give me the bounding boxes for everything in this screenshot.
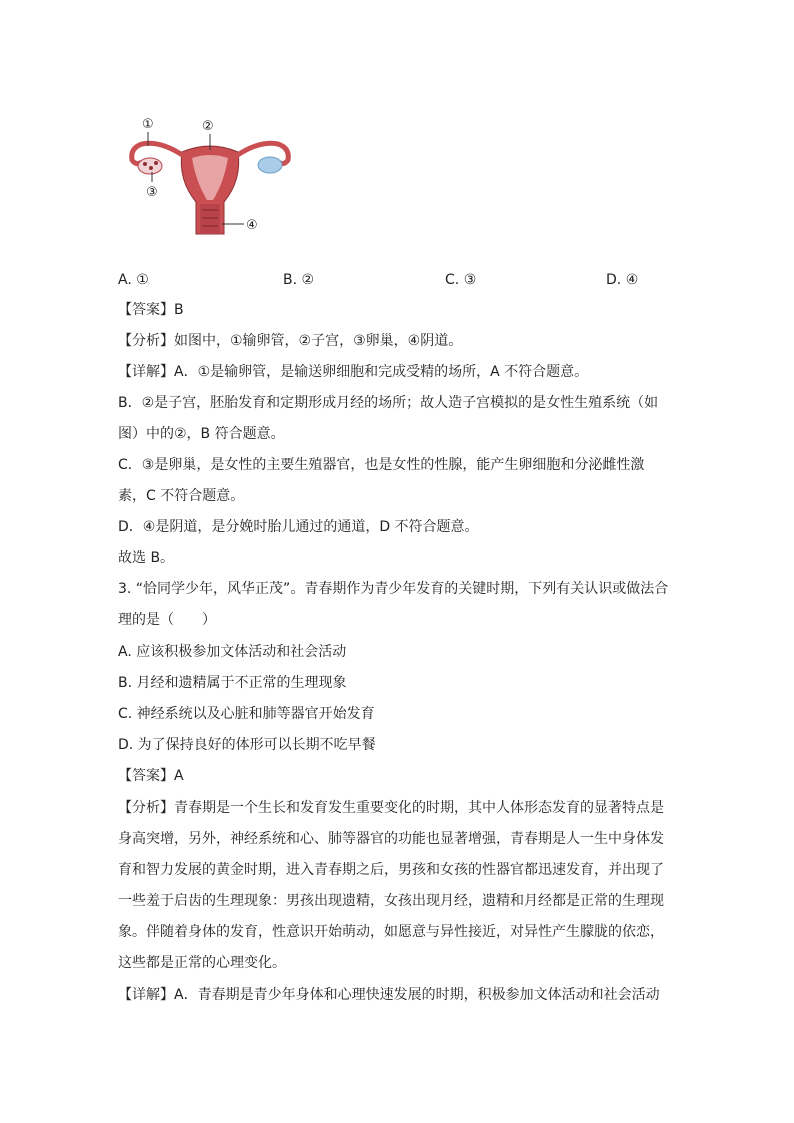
q3-option-c: C. 神经系统以及心脏和肺等器官开始发育: [118, 706, 375, 722]
option-d: D. ④: [606, 272, 639, 288]
q2-conclusion: 故选 B。: [118, 550, 175, 566]
q3-stem-line2: 理的是（ ）: [118, 612, 216, 628]
figure-label-3: ③: [146, 185, 158, 200]
option-b: B. ②: [283, 272, 315, 288]
diagram-svg: [120, 110, 300, 240]
figure-label-4: ④: [246, 218, 258, 233]
q2-detail-d: D．④是阴道，是分娩时胎儿通过的通道，D 不符合题意。: [118, 519, 479, 535]
female-reproductive-diagram: [120, 110, 300, 240]
q3-stem-line1: 3. “恰同学少年，风华正茂”。青春期作为青少年发育的关键时期，下列有关认识或做法合: [118, 581, 669, 597]
q3-analysis-line4: 一些羞于启齿的生理现象：男孩出现遗精，女孩出现月经，遗精和月经都是正常的生理现: [118, 893, 664, 909]
q3-option-d: D. 为了保持良好的体形可以长期不吃早餐: [118, 737, 376, 753]
q2-answer: 【答案】B: [118, 302, 184, 318]
q2-detail-c-line1: C．③是卵巢，是女性的主要生殖器官，也是女性的性腺，能产生卵细胞和分泌雌性激: [118, 457, 645, 473]
q3-answer: 【答案】A: [118, 768, 184, 784]
vagina-shape: [200, 204, 220, 234]
figure-label-1: ①: [142, 117, 154, 132]
q3-analysis-line2: 身高突增，另外，神经系统和心、肺等器官的功能也显著增强，青春期是人一生中身体发: [118, 831, 664, 847]
q3-option-a: A. 应该积极参加文体活动和社会活动: [118, 644, 347, 660]
q3-analysis-line1: 【分析】青春期是一个生长和发育发生重要变化的时期，其中人体形态发育的显著特点是: [118, 800, 664, 816]
q2-analysis: 【分析】如图中，①输卵管，②子宫，③卵巢，④阴道。: [118, 333, 463, 349]
figure-label-2: ②: [202, 119, 214, 134]
ovary-right: [258, 157, 282, 173]
q3-analysis-line6: 这些都是正常的心理变化。: [118, 955, 286, 971]
q3-analysis-line5: 象。伴随着身体的发育，性意识开始萌动，如愿意与异性接近，对异性产生朦胧的依恋，: [118, 924, 664, 940]
q3-analysis-line3: 育和智力发展的黄金时期，进入青春期之后，男孩和女孩的性器官都迅速发育，并出现了: [118, 862, 664, 878]
option-a: A. ①: [118, 272, 149, 288]
q2-detail-a: 【详解】A．①是输卵管，是输送卵细胞和完成受精的场所，A 不符合题意。: [118, 364, 589, 380]
ovary-left: [138, 158, 162, 174]
q3-detail-line1: 【详解】A．青春期是青少年身体和心理快速发展的时期，积极参加文体活动和社会活动: [118, 987, 660, 1003]
q2-detail-c-line2: 素，C 不符合题意。: [118, 488, 245, 504]
option-c: C. ③: [445, 272, 477, 288]
q2-detail-b-line2: 图）中的②，B 符合题意。: [118, 426, 285, 442]
q2-detail-b-line1: B．②是子宫，胚胎发育和定期形成月经的场所；故人造子宫模拟的是女性生殖系统（如: [118, 395, 659, 411]
q3-option-b: B. 月经和遗精属于不正常的生理现象: [118, 675, 347, 691]
